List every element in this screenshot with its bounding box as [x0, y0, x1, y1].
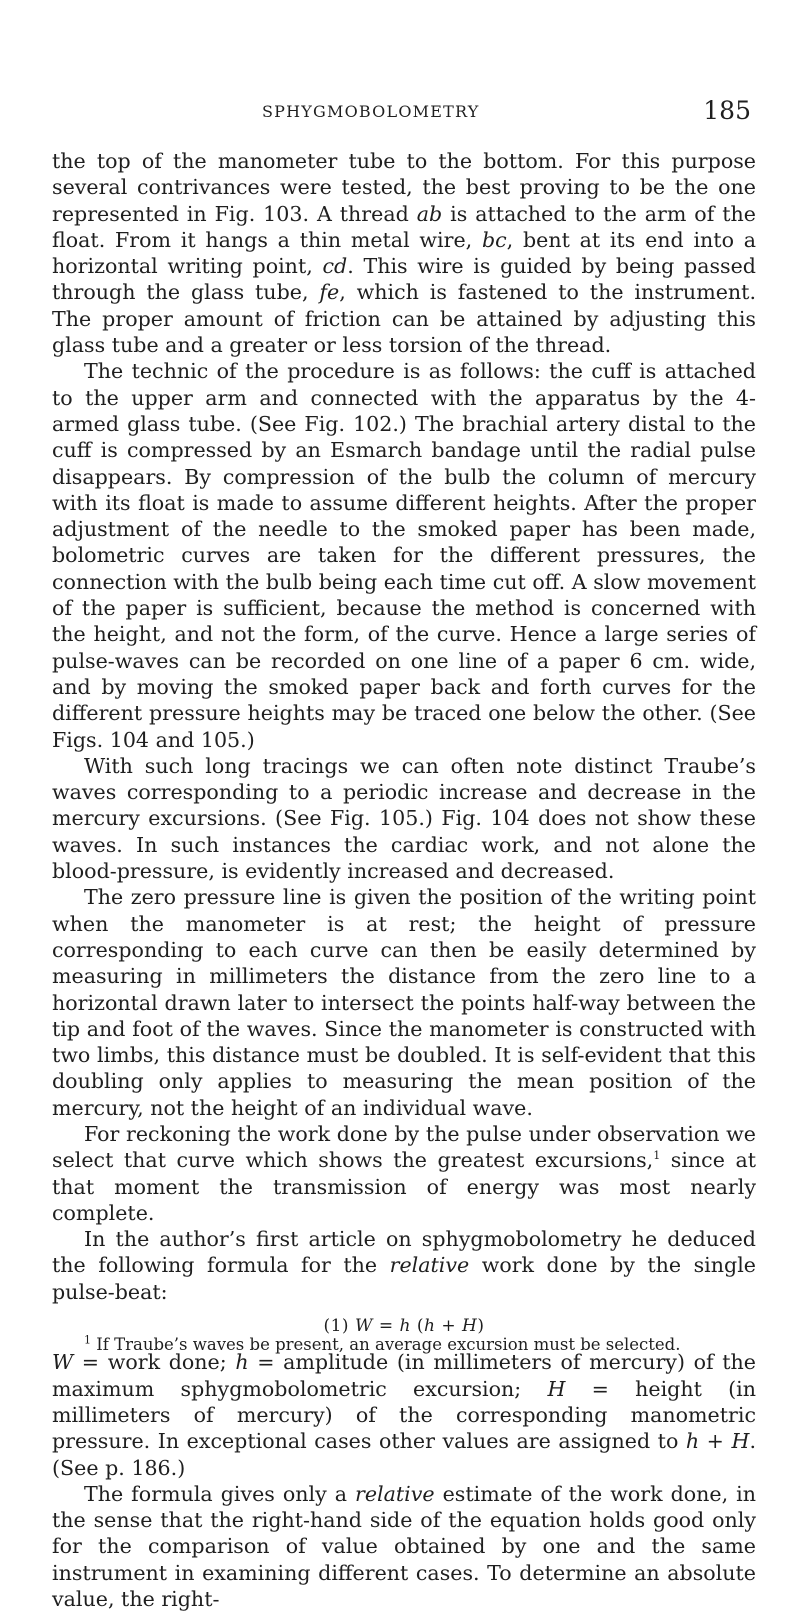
formula: (1) W = h (h + H) [323, 1316, 485, 1337]
paragraph: The formula gives only a relative estimate of the work done, in the sense that the right-hand side of the equation holds good only for the comparison of value obtained by one and the same instrument in examining different cases. To determine an absolute value, the right- [52, 1481, 756, 1612]
paragraph: The technic of the procedure is as follows: the cuff is attached to the upper arm and connected with the apparatus by the 4-armed glass tube. (See Fig. 102.) The brachial artery distal to the cuff is compressed by an Esmarch bandage until the radial pulse disappears. By compression of the bulb the column of mercury with its float is made to assume different heights. After the proper adjustment of the needle to the smoked paper has been made, bolometric curves are taken for the different pressures, the connection with the bulb being each time cut off. A slow movement of the paper is sufficient, because the method is concerned with the height, and not the form, of the curve. Hence a large series of pulse-waves can be recorded on one line of a paper 6 cm. wide, and by moving the smoked paper back and forth curves for the different pressure heights may be traced one below the other. (See Figs. 104 and 105.) [52, 359, 756, 752]
paragraph: The zero pressure line is given the position of the writing point when the manometer is at rest; the height of pressure corresponding to each curve can then be easily determined by measuring in millimeters the distance from the zero line to a horizontal drawn later to intersect the points half-way between the tip and foot of the waves. Since the manometer is constructed with two limbs, this distance must be doubled. It is self-evident that this doubling only applies to measuring the mean position of the mercury, not the height of an individual wave. [52, 885, 756, 1120]
page-header [262, 96, 751, 126]
footnote: $^1$ If Traube’s waves be present, an average excursion must be selected. [84, 1333, 681, 1354]
running-head: SPHYGMOBOLOMETRY [262, 102, 480, 121]
paragraph: For reckoning the work done by the pulse under observation we select that curve which shows the greatest excursions,$^1$ since at that moment the transmission of energy was most nearly complete. [52, 1121, 756, 1225]
paragraph: With such long tracings we can often note distinct Traube’s waves corresponding to a periodic increase and decrease in the mercury excursions. (See Fig. 105.) Fig. 104 does not show these waves. In such instances the cardiac work, and not alone the blood-pressure, is evidently increased and decreased. [52, 753, 756, 884]
paragraph: the top of the manometer tube to the bottom. For this purpose several contrivances were tested, the best proving to be the one represented in Fig. 103. A thread ab is attached to the arm of the float. From it hangs a thin metal wire, bc, bent at its end into a horizontal writing point, cd. This wire is guided by being passed through the glass tube, fe, which is fastened to the instrument. The proper amount of friction can be attained by adjusting this glass tube and a greater or less torsion of the thread. [52, 149, 756, 358]
paragraph: W = work done; h = amplitude (in millimeters of mercury) of the maximum sphygmobolometric excursion; H = height (in millimeters of mercury) of the corresponding manometric pressure. In exceptional cases other values are assigned to h + H. (See p. 186.) [52, 1350, 756, 1480]
paragraph: In the author’s first article on sphygmobolometry he deduced the following formula for the relative work done by the single pulse-beat: [52, 1227, 756, 1304]
paragraphs-before-formula [52, 148, 756, 1305]
paragraphs-after-formula [52, 1349, 756, 1612]
body-text [52, 148, 756, 1612]
page-number: 185 [703, 96, 751, 125]
